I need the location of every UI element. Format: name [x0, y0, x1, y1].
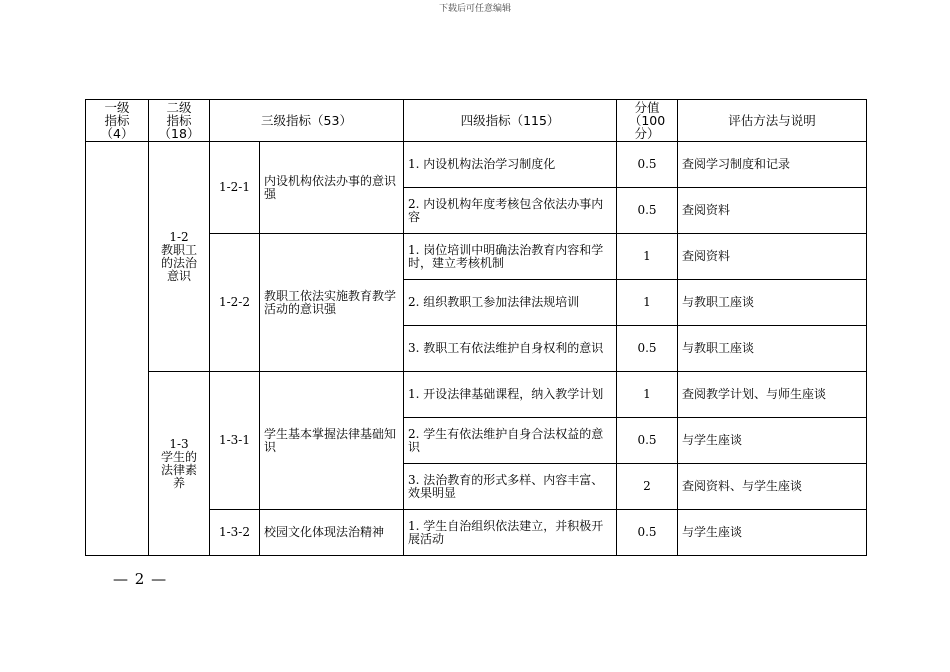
level3-code: 1-2-2 — [210, 234, 260, 372]
level3-name: 内设机构依法办事的意识强 — [260, 142, 404, 234]
header-method: 评估方法与说明 — [678, 100, 867, 142]
level3-name: 学生基本掌握法律基础知识 — [260, 372, 404, 510]
method-cell: 与学生座谈 — [678, 418, 867, 464]
score-cell: 0.5 — [617, 188, 678, 234]
level4-item: 3. 法治教育的形式多样、内容丰富、效果明显 — [404, 464, 617, 510]
page-number: — 2 — — [113, 570, 168, 588]
header-level4: 四级指标（115） — [404, 100, 617, 142]
header-level1: 一级 指标 （4） — [86, 100, 149, 142]
score-cell: 2 — [617, 464, 678, 510]
table-row — [86, 142, 867, 188]
level4-item: 1. 内设机构法治学习制度化 — [404, 142, 617, 188]
header-level2: 二级 指标 （18） — [149, 100, 210, 142]
level3-code: 1-3-2 — [210, 510, 260, 556]
method-cell: 与学生座谈 — [678, 510, 867, 556]
method-cell: 查阅资料 — [678, 188, 867, 234]
method-cell: 查阅资料、与学生座谈 — [678, 464, 867, 510]
score-cell: 1 — [617, 372, 678, 418]
level2-cell: 1-3 学生的 法律素 养 — [149, 372, 210, 556]
level3-code: 1-3-1 — [210, 372, 260, 510]
evaluation-table — [85, 99, 867, 556]
header-level3: 三级指标（53） — [210, 100, 404, 142]
watermark-text: 下载后可任意编辑 — [438, 4, 511, 14]
score-cell: 0.5 — [617, 510, 678, 556]
score-cell: 1 — [617, 280, 678, 326]
level4-item: 1. 学生自治组织依法建立，并积极开展活动 — [404, 510, 617, 556]
score-cell: 1 — [617, 234, 678, 280]
level3-name: 校园文化体现法治精神 — [260, 510, 404, 556]
level1-cell — [86, 142, 149, 556]
level3-name: 教职工依法实施教育教学活动的意识强 — [260, 234, 404, 372]
level2-cell: 1-2 教职工 的法治 意识 — [149, 142, 210, 372]
level4-item: 3. 教职工有依法维护自身权利的意识 — [404, 326, 617, 372]
header-score: 分值 （100 分） — [617, 100, 678, 142]
score-cell: 0.5 — [617, 142, 678, 188]
method-cell: 查阅教学计划、与师生座谈 — [678, 372, 867, 418]
level4-item: 2. 学生有依法维护自身合法权益的意识 — [404, 418, 617, 464]
level4-item: 2. 内设机构年度考核包含依法办事内容 — [404, 188, 617, 234]
level3-code: 1-2-1 — [210, 142, 260, 234]
method-cell: 查阅学习制度和记录 — [678, 142, 867, 188]
level4-item: 1. 开设法律基础课程，纳入教学计划 — [404, 372, 617, 418]
method-cell: 查阅资料 — [678, 234, 867, 280]
score-cell: 0.5 — [617, 326, 678, 372]
method-cell: 与教职工座谈 — [678, 326, 867, 372]
score-cell: 0.5 — [617, 418, 678, 464]
header-row — [86, 100, 867, 142]
method-cell: 与教职工座谈 — [678, 280, 867, 326]
table-row — [86, 372, 867, 418]
level4-item: 1. 岗位培训中明确法治教育内容和学时，建立考核机制 — [404, 234, 617, 280]
level4-item: 2. 组织教职工参加法律法规培训 — [404, 280, 617, 326]
